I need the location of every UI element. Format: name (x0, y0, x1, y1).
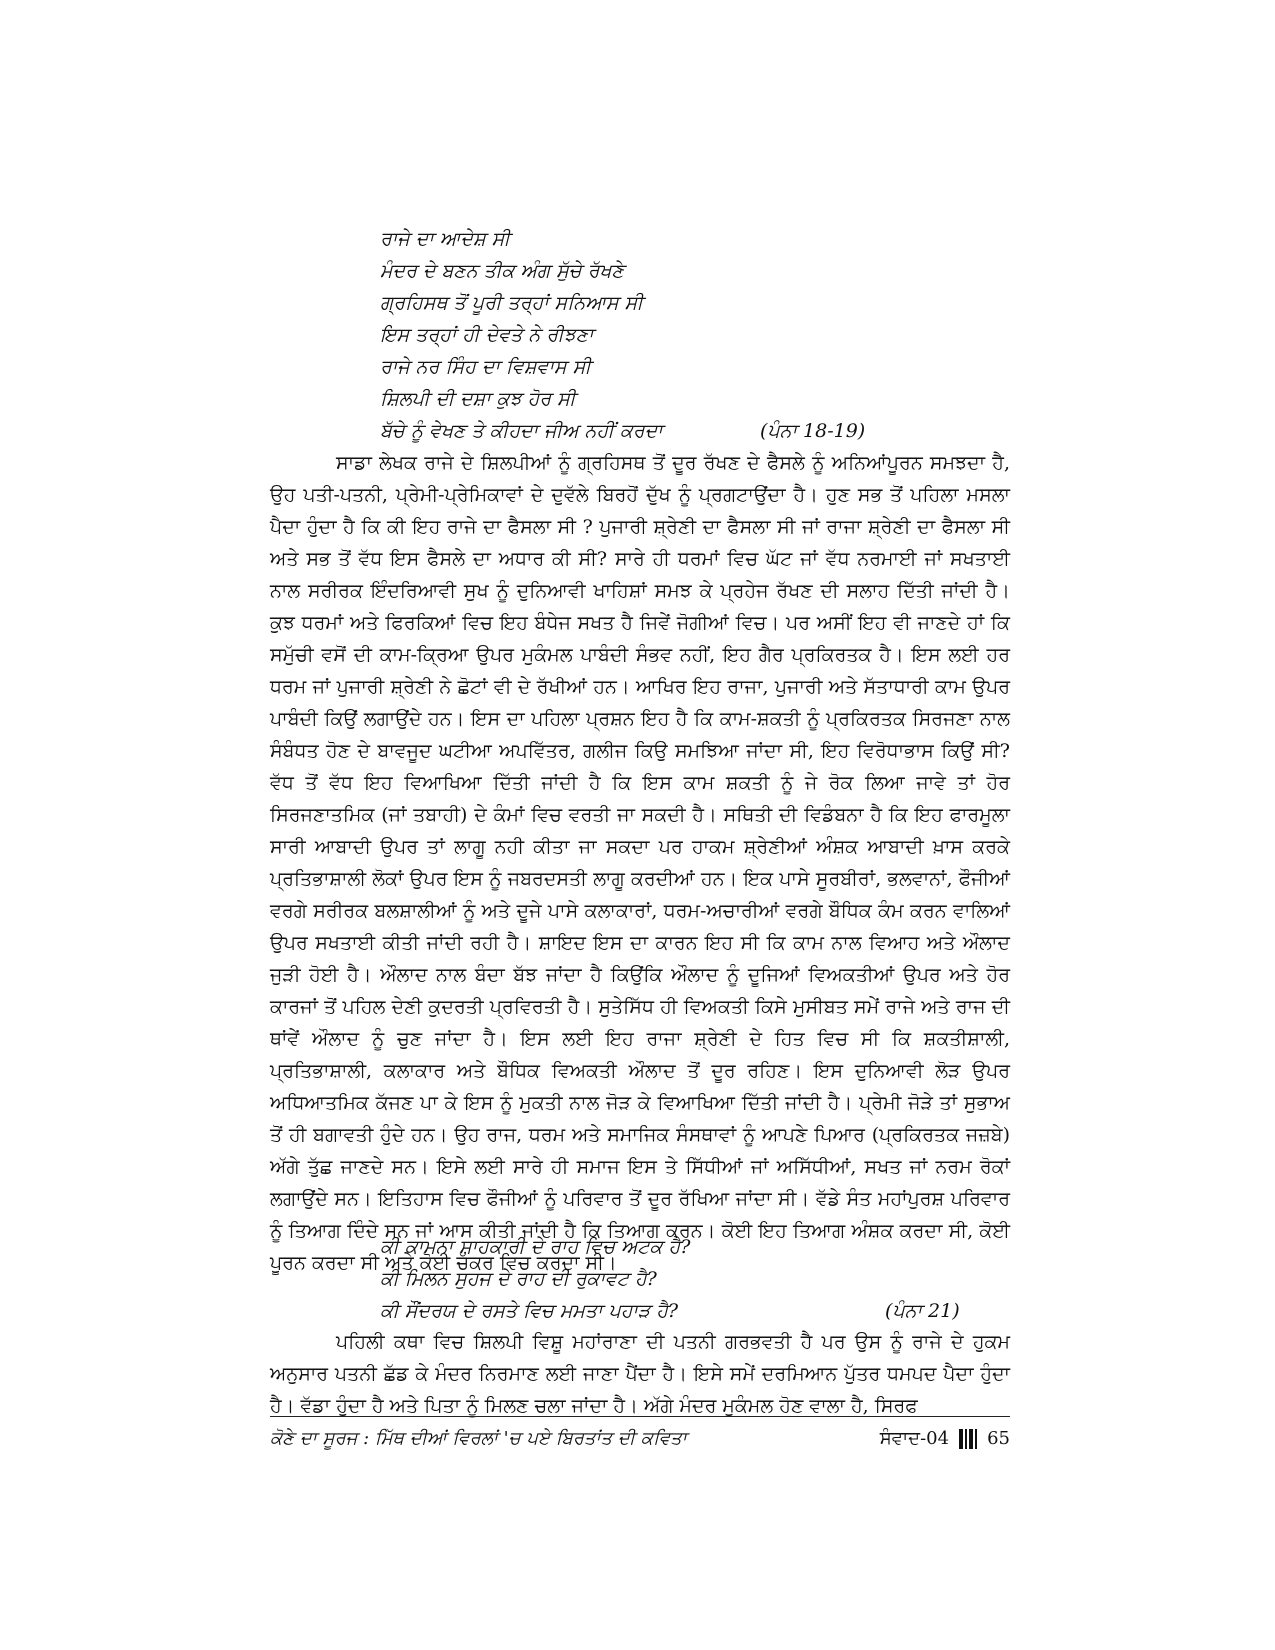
verse-line: ਕੀ ਕਾਮਨਾ ਸ਼ਾਹਕਾਰੀ ਦੇ ਰਾਹ ਵਿਚ ਅਟਕ ਹੈ? (380, 1236, 691, 1258)
running-title: ਕੋਣੇ ਦਾ ਸੂਰਜ : ਮਿੱਥ ਦੀਆਂ ਵਿਰਲਾਂ 'ਚ ਪਏ ਬਿਰਤਾਂਤ ਦੀ ਕਵਿਤਾ (270, 1428, 687, 1449)
footer-right-group (880, 1428, 1010, 1449)
page-reference: (ਪੰਨਾ 21) (885, 1300, 960, 1322)
page-reference: (ਪੰਨਾ 18-19) (760, 420, 866, 442)
verse-line-text: ਕੀ ਸੌਂਦਰਯ ਦੇ ਰਸਤੇ ਵਿਚ ਮਮਤਾ ਪਹਾੜ ਹੈ? (380, 1300, 679, 1322)
verse-line: ਸ਼ਿਲਪੀ ਦੀ ਦਸ਼ਾ ਕੁਝ ਹੋਰ ਸੀ (380, 388, 576, 410)
verse-block-one (380, 223, 1000, 447)
verse-block-two (380, 1231, 1000, 1327)
verse-line-last (380, 415, 1000, 447)
verse-line: ਰਾਜੇ ਨਰ ਸਿੰਹ ਦਾ ਵਿਸ਼ਵਾਸ ਸੀ (380, 356, 591, 378)
verse-line-last (380, 1295, 1000, 1327)
verse-line: ਇਸ ਤਰ੍ਹਾਂ ਹੀ ਦੇਵਤੇ ਨੇ ਰੀਝਣਾ (380, 324, 594, 346)
body-paragraph-one (270, 447, 1010, 1279)
footer-divider (270, 1416, 1010, 1417)
barcode-bars-icon (959, 1429, 977, 1449)
page-number: 65 (987, 1428, 1010, 1449)
verse-line: ਮੰਦਰ ਦੇ ਬਣਨ ਤੀਕ ਅੰਗ ਸੁੱਚੇ ਰੱਖਣੇ (380, 260, 624, 282)
body-paragraph-two (270, 1326, 1010, 1422)
verse-line: ਰਾਜੇ ਦਾ ਆਦੇਸ਼ ਸੀ (380, 228, 511, 250)
verse-line: ਕੀ ਮਿਲਨ ਸੁਹਜ ਦੇ ਰਾਹ ਦੀ ਰੁਕਾਵਟ ਹੈ? (380, 1268, 657, 1290)
journal-name: ਸੰਵਾਦ-04 (879, 1428, 950, 1449)
verse-line-text: ਬੱਚੇ ਨੂੰ ਵੇਖਣ ਤੇ ਕੀਹਦਾ ਜੀਅ ਨਹੀਂ ਕਰਦਾ (380, 420, 663, 442)
paragraph-text: ਸਾਡਾ ਲੇਖਕ ਰਾਜੇ ਦੇ ਸ਼ਿਲਪੀਆਂ ਨੂੰ ਗ੍ਰਹਿਸਥ ਤੋਂ ਦੂਰ ਰੱਖਣ ਦੇ ਫੈਸਲੇ ਨੂੰ ਅਨਿਆਂਪੂਰਨ ਸਮਝਦਾ ਹੈ, ਉਹ ਪਤੀ-ਪਤਨੀ, ਪ੍ਰੇਮੀ-ਪ੍ਰੇਮਿਕਾਵਾਂ ਦੇ ਦੁਵੱਲੇ ਬਿਰਹੋਂ ਦੁੱਖ ਨੂੰ ਪ੍ਰਗਟਾਉਂਦਾ ਹੈ। ਹੁਣ ਸਭ ਤੋਂ ਪਹਿਲਾ ਮਸਲਾ ਪੈਦਾ ਹੁੰਦਾ ਹੈ ਕਿ ਕੀ ਇਹ ਰਾਜੇ ਦਾ ਫੈਸਲਾ ਸੀ ? ਪੁਜਾਰੀ ਸ਼੍ਰੇਣੀ ਦਾ ਫੈਸਲਾ ਸੀ ਜਾਂ ਰਾਜਾ ਸ਼੍ਰੇਣੀ ਦਾ ਫੈਸਲਾ ਸੀ ਅਤੇ ਸਭ ਤੋਂ ਵੱਧ ਇਸ ਫੈਸਲੇ ਦਾ ਅਧਾਰ ਕੀ ਸੀ? ਸਾਰੇ ਹੀ ਧਰਮਾਂ ਵਿਚ ਘੱਟ ਜਾਂ ਵੱਧ ਨਰਮਾਈ ਜਾਂ ਸਖਤਾਈ ਨਾਲ ਸਰੀਰਕ ਇੰਦਰਿਆਵੀ ਸੁਖ ਨੂੰ ਦੁਨਿਆਵੀ ਖਾਹਿਸ਼ਾਂ ਸਮਝ ਕੇ ਪ੍ਰਹੇਜ ਰੱਖਣ ਦੀ ਸਲਾਹ ਦਿੱਤੀ ਜਾਂਦੀ ਹੈ। ਕੁਝ ਧਰਮਾਂ ਅਤੇ ਫਿਰਕਿਆਂ ਵਿਚ ਇਹ ਬੰਧੇਜ ਸਖਤ ਹੈ ਜਿਵੇਂ ਜੋਗੀਆਂ ਵਿਚ। ਪਰ ਅਸੀਂ ਇਹ ਵੀ ਜਾਣਦੇ ਹਾਂ ਕਿ ਸਮੁੱਚੀ ਵਸੋਂ ਦੀ ਕਾਮ-ਕ੍ਰਿਆ ਉਪਰ ਮੁਕੰਮਲ ਪਾਬੰਦੀ ਸੰਭਵ ਨਹੀਂ, ਇਹ ਗੈਰ ਪ੍ਰਕਿਰਤਕ ਹੈ। ਇਸ ਲਈ ਹਰ ਧਰਮ ਜਾਂ ਪੁਜਾਰੀ ਸ਼੍ਰੇਣੀ ਨੇ ਛੋਟਾਂ ਵੀ ਦੇ ਰੱਖੀਆਂ ਹਨ। ਆਖਿਰ ਇਹ ਰਾਜਾ, ਪੁਜਾਰੀ ਅਤੇ ਸੱਤਾਧਾਰੀ ਕਾਮ ਉਪਰ ਪਾਬੰਦੀ ਕਿਉਂ ਲਗਾਉਂਦੇ ਹਨ। ਇਸ ਦਾ ਪਹਿਲਾ ਪ੍ਰਸ਼ਨ ਇਹ ਹੈ ਕਿ ਕਾਮ-ਸ਼ਕਤੀ ਨੂੰ ਪ੍ਰਕਿਰਤਕ ਸਿਰਜਣਾ ਨਾਲ ਸੰਬੰਧਤ ਹੋਣ ਦੇ ਬਾਵਜੂਦ ਘਟੀਆ ਅਪਵਿੱਤਰ, ਗਲੀਜ ਕਿਉ ਸਮਝਿਆ ਜਾਂਦਾ ਸੀ, ਇਹ ਵਿਰੋਧਾਭਾਸ ਕਿਉਂ ਸੀ? ਵੱਧ ਤੋਂ ਵੱਧ ਇਹ ਵਿਆਖਿਆ ਦਿੱਤੀ ਜਾਂਦੀ ਹੈ ਕਿ ਇਸ ਕਾਮ ਸ਼ਕਤੀ ਨੂੰ ਜੇ ਰੋਕ ਲਿਆ ਜਾਵੇ ਤਾਂ ਹੋਰ ਸਿਰਜਣਾਤਮਿਕ (ਜਾਂ ਤਬਾਹੀ) ਦੇ ਕੰਮਾਂ ਵਿਚ ਵਰਤੀ ਜਾ ਸਕਦੀ ਹੈ। ਸਥਿਤੀ ਦੀ ਵਿਡੰਬਨਾ ਹੈ ਕਿ ਇਹ ਫਾਰਮੂਲਾ ਸਾਰੀ ਆਬਾਦੀ ਉਪਰ ਤਾਂ ਲਾਗੂ ਨਹੀ ਕੀਤਾ ਜਾ ਸਕਦਾ ਪਰ ਹਾਕਮ ਸ਼੍ਰੇਣੀਆਂ ਅੰਸ਼ਕ ਆਬਾਦੀ ਖ਼ਾਸ ਕਰਕੇ ਪ੍ਰਤਿਭਾਸ਼ਾਲੀ ਲੋਕਾਂ ਉਪਰ ਇਸ ਨੂੰ ਜਬਰਦਸਤੀ ਲਾਗੂ ਕਰਦੀਆਂ ਹਨ। ਇਕ ਪਾਸੇ ਸੂਰਬੀਰਾਂ, ਭਲਵਾਨਾਂ, ਫੌਜੀਆਂ ਵਰਗੇ ਸਰੀਰਕ ਬਲਸ਼ਾਲੀਆਂ ਨੂੰ ਅਤੇ ਦੂਜੇ ਪਾਸੇ ਕਲਾਕਾਰਾਂ, ਧਰਮ-ਅਚਾਰੀਆਂ ਵਰਗੇ ਬੌਧਿਕ ਕੰਮ ਕਰਨ ਵਾਲਿਆਂ ਉਪਰ ਸਖਤਾਈ ਕੀਤੀ ਜਾਂਦੀ ਰਹੀ ਹੈ। ਸ਼ਾਇਦ ਇਸ ਦਾ ਕਾਰਨ ਇਹ ਸੀ ਕਿ ਕਾਮ ਨਾਲ ਵਿਆਹ ਅਤੇ ਔਲਾਦ ਜੁੜੀ ਹੋਈ ਹੈ। ਔਲਾਦ ਨਾਲ ਬੰਦਾ ਬੱਝ ਜਾਂਦਾ ਹੈ ਕਿਉਂਕਿ ਔਲਾਦ ਨੂੰ ਦੂਜਿਆਂ ਵਿਅਕਤੀਆਂ ਉਪਰ ਅਤੇ ਹੋਰ ਕਾਰਜਾਂ ਤੋਂ ਪਹਿਲ ਦੇਣੀ ਕੁਦਰਤੀ ਪ੍ਰਵਿਰਤੀ ਹੈ। ਸੁਤੇਸਿੱਧ ਹੀ ਵਿਅਕਤੀ ਕਿਸੇ ਮੁਸੀਬਤ ਸਮੇਂ ਰਾਜੇ ਅਤੇ ਰਾਜ ਦੀ ਥਾਂਵੇਂ ਔਲਾਦ ਨੂੰ ਚੁਣ ਜਾਂਦਾ ਹੈ। ਇਸ ਲਈ ਇਹ ਰਾਜਾ ਸ਼੍ਰੇਣੀ ਦੇ ਹਿਤ ਵਿਚ ਸੀ ਕਿ ਸ਼ਕਤੀਸ਼ਾਲੀ, ਪ੍ਰਤਿਭਾਸ਼ਾਲੀ, ਕਲਾਕਾਰ ਅਤੇ ਬੌਧਿਕ ਵਿਅਕਤੀ ਔਲਾਦ ਤੋਂ ਦੂਰ ਰਹਿਣ। ਇਸ ਦੁਨਿਆਵੀ ਲੋੜ ਉਪਰ ਅਧਿਆਤਮਿਕ ਕੱਜਣ ਪਾ ਕੇ ਇਸ ਨੂੰ ਮੁਕਤੀ ਨਾਲ ਜੋੜ ਕੇ ਵਿਆਖਿਆ ਦਿੱਤੀ ਜਾਂਦੀ ਹੈ। ਪ੍ਰੇਮੀ ਜੋੜੇ ਤਾਂ ਸੁਭਾਅ ਤੋਂ ਹੀ ਬਗਾਵਤੀ ਹੁੰਦੇ ਹਨ। ਉਹ ਰਾਜ, ਧਰਮ ਅਤੇ ਸਮਾਜਿਕ ਸੰਸਥਾਵਾਂ ਨੂੰ ਆਪਣੇ ਪਿਆਰ (ਪ੍ਰਕਿਰਤਕ ਜਜ਼ਬੇ) ਅੱਗੇ ਤੁੱਛ ਜਾਣਦੇ ਸਨ। ਇਸੇ ਲਈ ਸਾਰੇ ਹੀ ਸਮਾਜ ਇਸ ਤੇ ਸਿੱਧੀਆਂ ਜਾਂ ਅਸਿੱਧੀਆਂ, ਸਖਤ ਜਾਂ ਨਰਮ ਰੋਕਾਂ ਲਗਾਉਂਦੇ ਸਨ। ਇਤਿਹਾਸ ਵਿਚ ਫੌਜੀਆਂ ਨੂੰ ਪਰਿਵਾਰ ਤੋਂ ਦੂਰ ਰੱਖਿਆ ਜਾਂਦਾ ਸੀ। ਵੱਡੇ ਸੰਤ ਮਹਾਂਪੁਰਸ਼ ਪਰਿਵਾਰ ਨੂੰ ਤਿਆਗ ਦਿੰਦੇ ਸਨ ਜਾਂ ਆਸ ਕੀਤੀ ਜਾਂਦੀ ਹੈ ਕਿ ਤਿਆਗ ਕਰਨ। ਕੋਈ ਇਹ ਤਿਆਗ ਅੰਸ਼ਕ ਕਰਦਾ ਸੀ, ਕੋਈ ਪੂਰਨ ਕਰਦਾ ਸੀ ਅਤੇ ਕੋਈ ਚੱਕਰ ਵਿਚ ਕਰਦਾ ਸੀ। (270, 452, 1010, 1274)
verse-line: ਗ੍ਰਹਿਸਥ ਤੋਂ ਪੂਰੀ ਤਰ੍ਹਾਂ ਸਨਿਆਸ ਸੀ (380, 292, 643, 314)
paragraph-text: ਪਹਿਲੀ ਕਥਾ ਵਿਚ ਸ਼ਿਲਪੀ ਵਿਸ਼ੂ ਮਹਾਂਰਾਣਾ ਦੀ ਪਤਨੀ ਗਰਭਵਤੀ ਹੈ ਪਰ ਉਸ ਨੂੰ ਰਾਜੇ ਦੇ ਹੁਕਮ ਅਨੁਸਾਰ ਪਤਨੀ ਛੱਡ ਕੇ ਮੰਦਰ ਨਿਰਮਾਣ ਲਈ ਜਾਣਾ ਪੈਂਦਾ ਹੈ। ਇਸੇ ਸਮੇਂ ਦਰਮਿਆਨ ਪੁੱਤਰ ਧਮਪਦ ਪੈਦਾ ਹੁੰਦਾ ਹੈ। ਵੱਡਾ ਹੁੰਦਾ ਹੈ ਅਤੇ ਪਿਤਾ ਨੂੰ ਮਿਲਣ ਚਲਾ ਜਾਂਦਾ ਹੈ। ਅੱਗੇ ਮੰਦਰ ਮੁਕੰਮਲ ਹੋਣ ਵਾਲਾ ਹੈ, ਸਿਰਫ (270, 1331, 1010, 1417)
page-footer (270, 1424, 1010, 1458)
